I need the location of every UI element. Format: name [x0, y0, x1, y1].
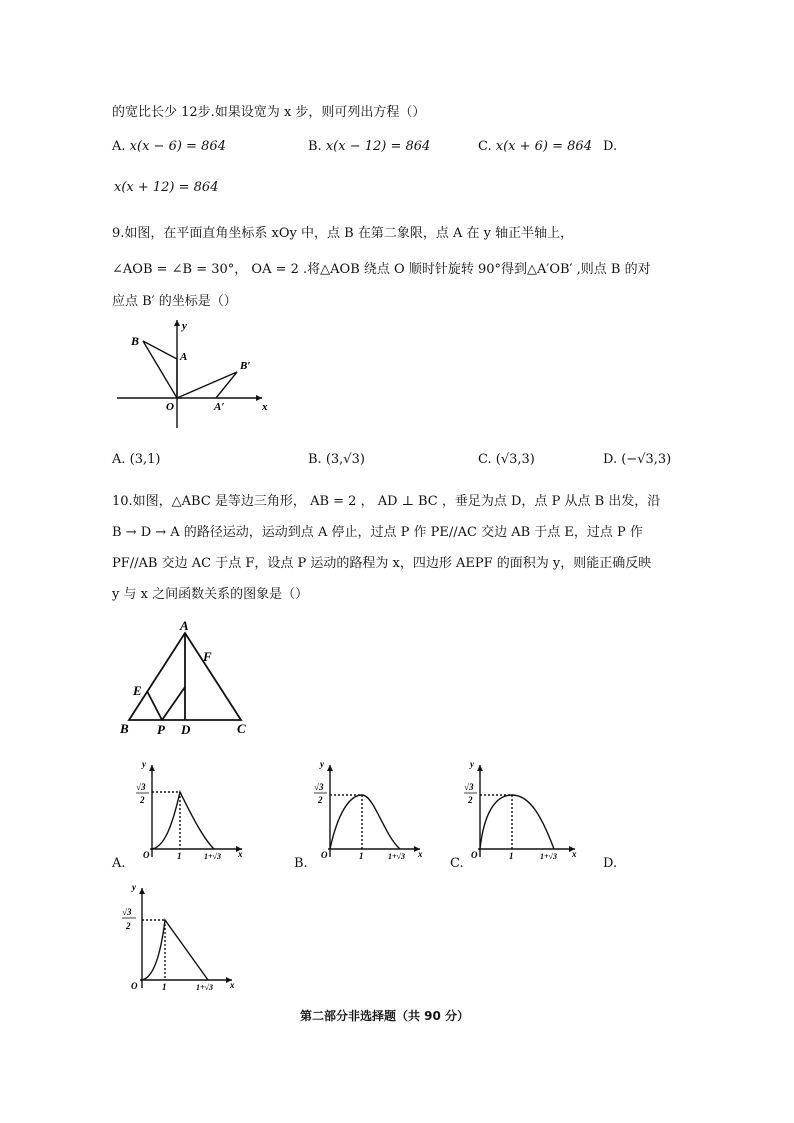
label-y: y — [142, 759, 146, 769]
q9-coordinate-figure — [112, 315, 282, 435]
q9-option-c: C. (√3,3) — [478, 452, 535, 467]
q8-option-d-expr: x(x + 12) = 864 — [114, 180, 219, 195]
svg-text:y: y — [132, 882, 136, 892]
svg-text:O: O — [471, 850, 478, 860]
svg-text:O: O — [131, 981, 138, 991]
q9-option-d: D. (−√3,3) — [603, 452, 672, 467]
q8-option-a: A. x(x − 6) = 864 — [112, 139, 226, 154]
q10-graph-d — [112, 880, 242, 995]
q9-line3: 应点 B′ 的坐标是（） — [112, 294, 237, 309]
label-a: A — [180, 618, 189, 633]
q10-triangle-figure — [115, 615, 265, 740]
q10-graph-a — [132, 757, 252, 867]
label-x: x — [262, 401, 268, 413]
svg-text:x: x — [572, 849, 577, 859]
q9-option-a: A. (3,1) — [112, 452, 161, 467]
label-x: x — [238, 849, 243, 859]
svg-text:1+√3: 1+√3 — [540, 852, 557, 861]
label-a: A — [180, 351, 188, 363]
q8-option-c: C. x(x + 6) = 864 — [478, 139, 592, 154]
q10-graph-b — [310, 757, 430, 867]
svg-text:2: 2 — [468, 795, 473, 805]
q9-line1: 9.如图，在平面直角坐标系 xOy 中，点 B 在第二象限，点 A 在 y 轴正半轴上， — [112, 226, 574, 241]
segment-pf — [162, 687, 185, 720]
q10-option-b: B. — [294, 856, 308, 871]
curve-b — [330, 795, 400, 849]
svg-text:√3: √3 — [464, 782, 474, 792]
label-two: 2 — [140, 795, 145, 805]
svg-text:2: 2 — [126, 921, 131, 931]
label-c: C — [237, 721, 246, 736]
label-o: O — [166, 401, 174, 413]
q9-option-b: B. (3,√3) — [308, 452, 365, 467]
curve-c — [480, 795, 554, 849]
svg-text:2: 2 — [318, 795, 323, 805]
q10-option-a: A. — [112, 856, 126, 871]
q10-graph-c — [460, 757, 585, 867]
q10-option-c: C. — [450, 856, 464, 871]
label-a-prime: A′ — [214, 401, 225, 413]
svg-text:√3: √3 — [122, 907, 132, 917]
label-sqrt3: √3 — [136, 782, 146, 792]
label-b-prime: B′ — [240, 360, 251, 372]
svg-text:O: O — [321, 850, 328, 860]
segment-pe — [147, 691, 162, 720]
svg-text:1: 1 — [162, 982, 167, 992]
label-e: E — [133, 683, 142, 698]
triangle-aob — [143, 341, 177, 398]
curve-d — [142, 920, 208, 980]
svg-text:x: x — [230, 980, 235, 990]
svg-text:1+√3: 1+√3 — [388, 852, 405, 861]
svg-text:1+√3: 1+√3 — [196, 983, 213, 992]
q8-stem: 的宽比长少 12步.如果设宽为 x 步，则可列出方程（） — [112, 105, 426, 120]
label-d: D — [181, 722, 191, 737]
svg-text:1: 1 — [359, 851, 364, 861]
label-o: O — [143, 850, 150, 860]
label-end: 1+√3 — [204, 852, 221, 861]
q10-option-d: D. — [603, 856, 618, 871]
label-one: 1 — [177, 851, 182, 861]
q9-line2: ∠AOB = ∠B = 30°， OA = 2 .将△AOB 绕点 O 顺时针旋转 90°得到△A′OB′ ,则点 B 的对 — [112, 262, 651, 277]
label-b: B — [131, 334, 140, 348]
q10-line2: B → D → A 的路径运动，运动到点 A 停止，过点 P 作 PE//AC 交边 AB 于点 E，过点 P 作 — [112, 525, 643, 540]
section-title: 第二部分非选择题（共 90 分） — [300, 1009, 470, 1023]
label-b: B — [120, 721, 129, 736]
curve-a — [152, 792, 214, 849]
svg-text:x: x — [418, 849, 423, 859]
triangle-a-prime-ob-prime — [177, 372, 237, 398]
q10-line4: y 与 x 之间函数关系的图象是（） — [112, 587, 309, 602]
label-y: y — [182, 320, 187, 332]
label-p: P — [157, 722, 165, 737]
q10-line1: 10.如图，△ABC 是等边三角形， AB = 2 ， AD ⊥ BC ，垂足为点 D，点 P 从点 B 出发，沿 — [112, 494, 661, 509]
svg-text:y: y — [470, 759, 474, 769]
svg-text:y: y — [320, 759, 324, 769]
svg-text:1: 1 — [509, 851, 514, 861]
q8-option-b: B. x(x − 12) = 864 — [308, 139, 431, 154]
svg-text:√3: √3 — [314, 782, 324, 792]
q8-option-d-label: D. — [603, 139, 618, 154]
q10-line3: PF//AB 交边 AC 于点 F，设点 P 运动的路程为 x，四边形 AEPF 的面积为 y，则能正确反映 — [112, 556, 652, 571]
label-f: F — [203, 649, 212, 664]
